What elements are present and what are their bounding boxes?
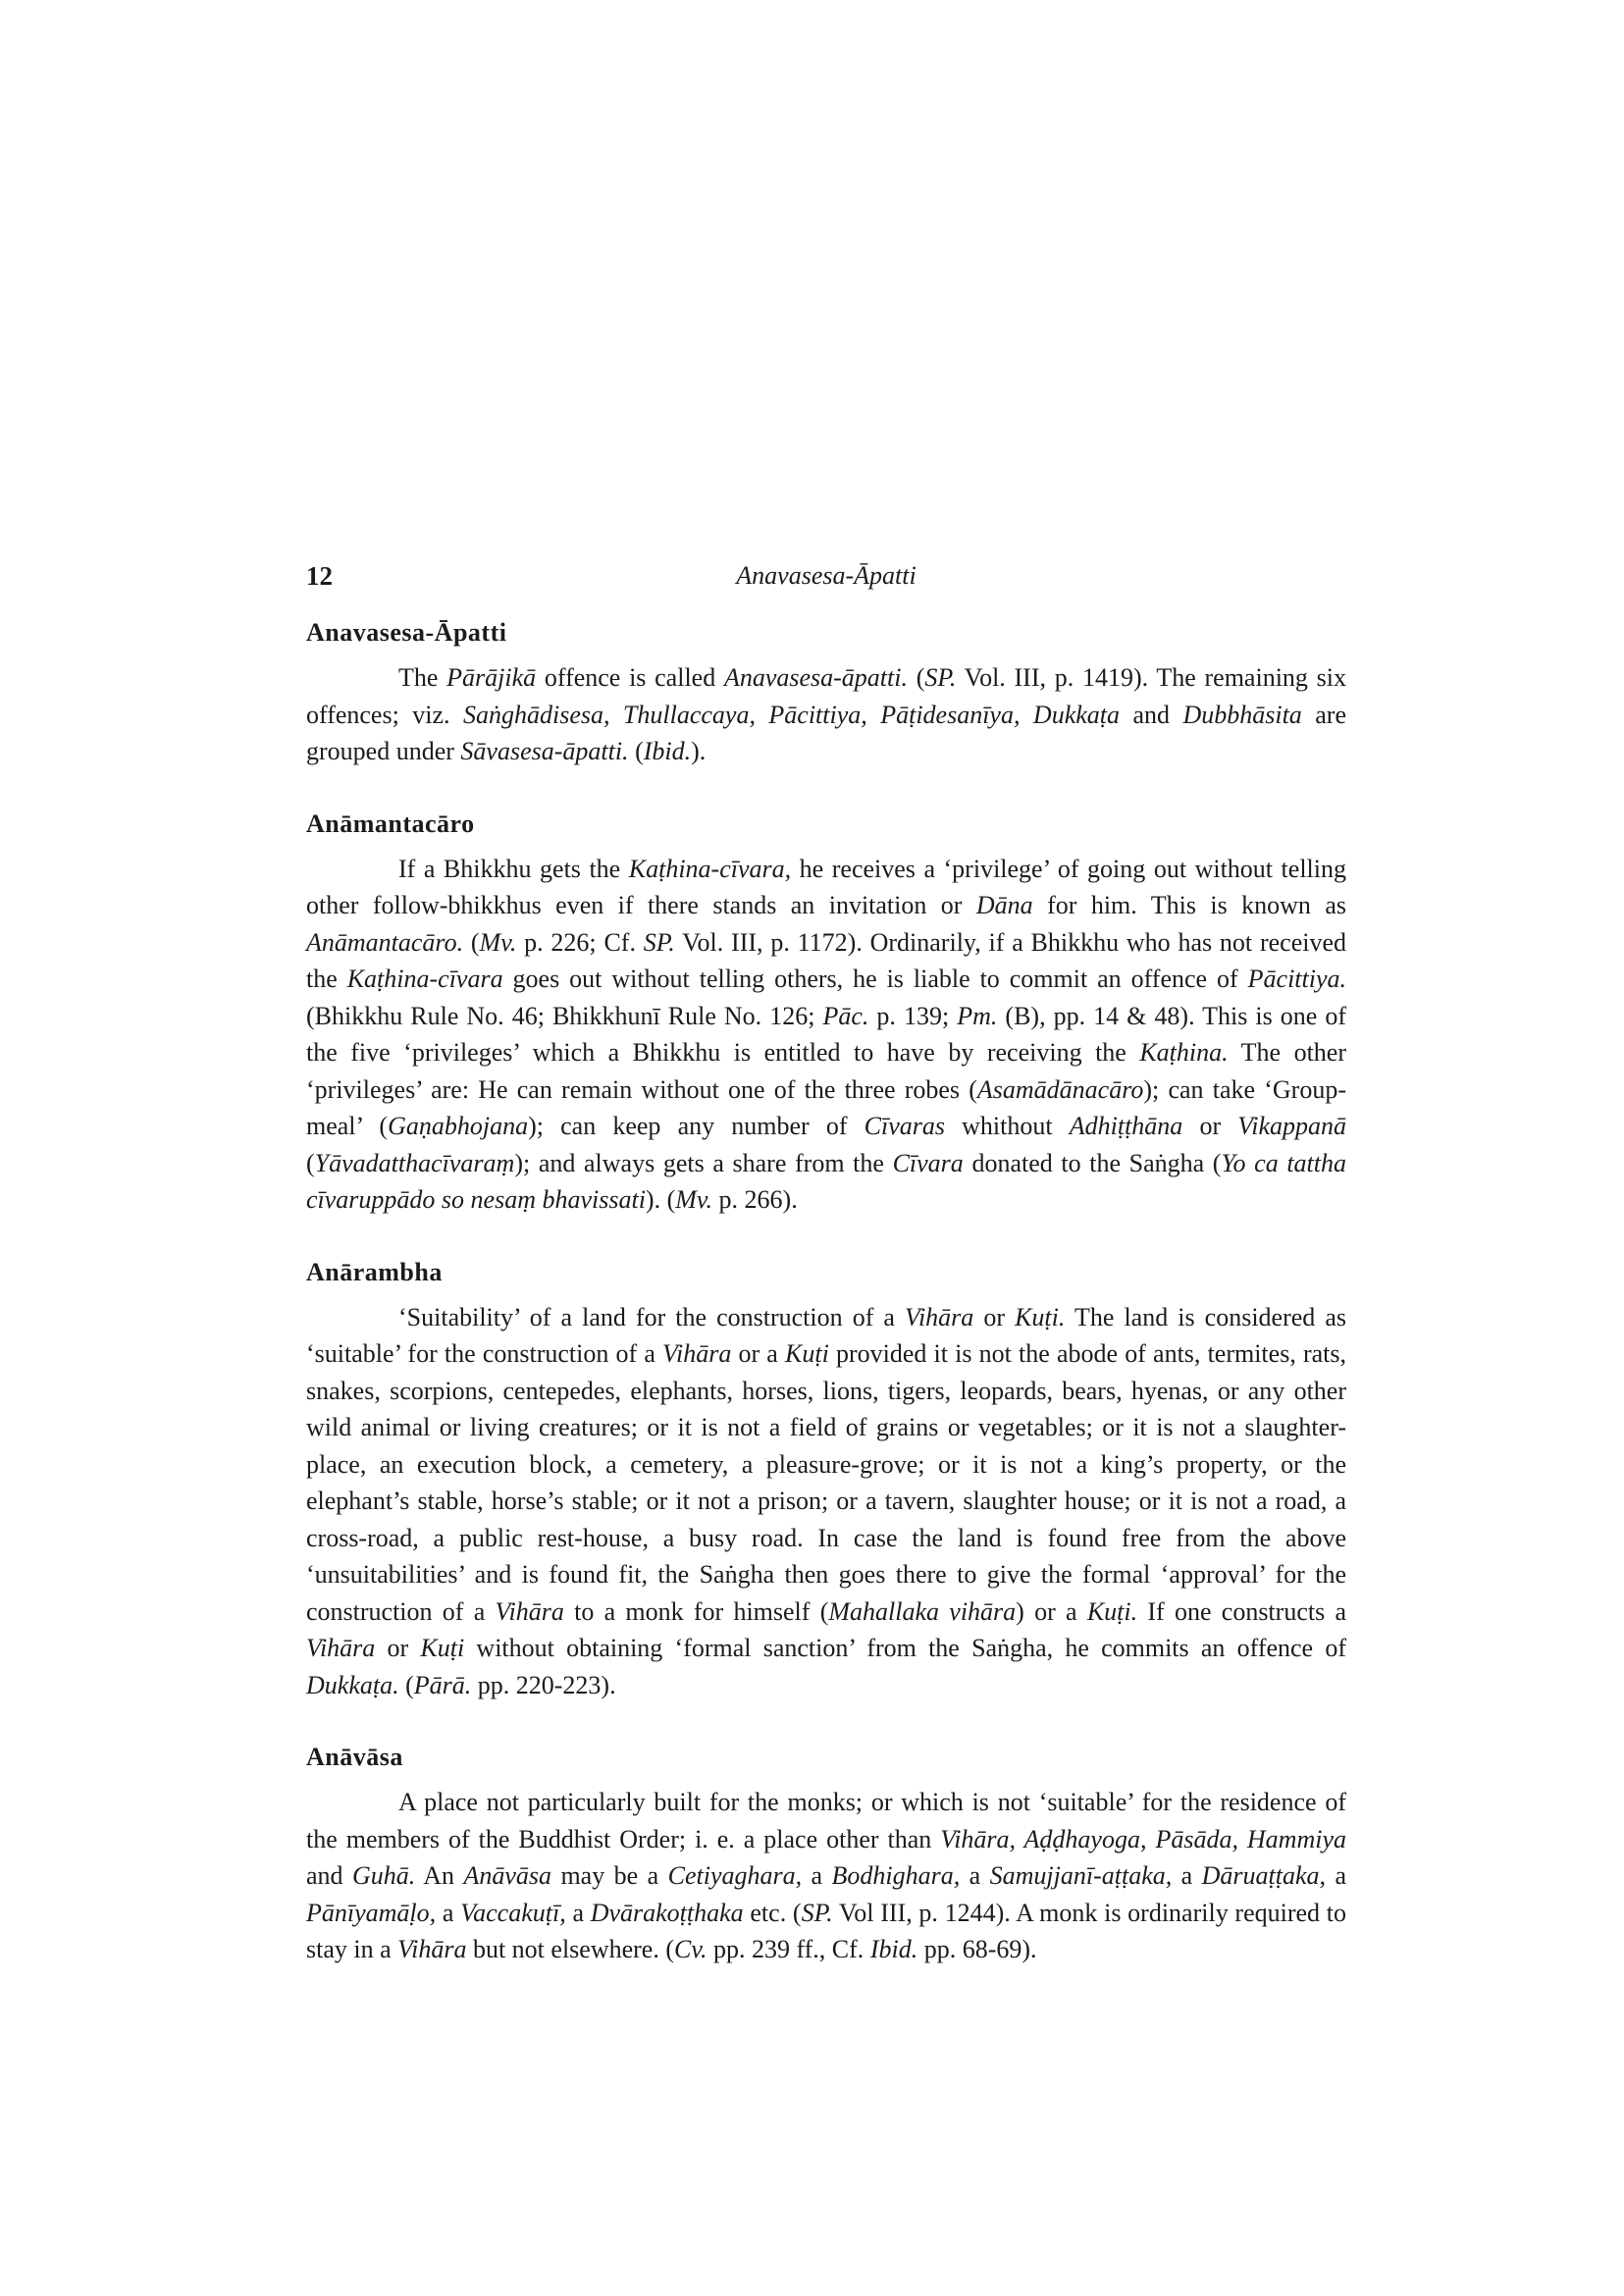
italic-term: Asamādānacāro [976, 1074, 1144, 1104]
italic-term: Pārā. [413, 1670, 472, 1699]
italic-term: Guhā. [351, 1861, 416, 1890]
italic-term: Vihāra, Aḍḍhayoga, Pāsāda, Hammiya [940, 1824, 1347, 1853]
italic-term: Cīvara [892, 1148, 964, 1177]
italic-term: Kuṭi. [1086, 1596, 1138, 1626]
italic-term: Kaṭhina-cīvara [346, 965, 503, 993]
italic-term: Cv. [674, 1935, 707, 1963]
italic-term: Anāmantacāro. [306, 927, 464, 957]
italic-term: Sāvasesa-āpatti. [460, 737, 629, 765]
entry-anamantacaro [306, 809, 1346, 1219]
italic-term: Dāruaṭṭaka, [1201, 1861, 1327, 1890]
italic-term: Vaccakuṭī, [460, 1898, 566, 1927]
italic-term: Samujjanī-aṭṭaka, [989, 1861, 1173, 1890]
italic-term: Pārājikā [446, 663, 537, 692]
italic-term: Kaṭhina. [1139, 1038, 1229, 1067]
italic-term: Yāvadatthacīvaraṃ [314, 1148, 515, 1177]
entry-heading: Anāvāsa [306, 1743, 403, 1771]
italic-term: Saṅghādisesa, Thullaccaya, Pācittiya, Pāṭidesanīya, Dukkaṭa [462, 700, 1121, 729]
italic-term: Vikappanā [1237, 1112, 1346, 1140]
italic-term: Adhiṭṭhāna [1069, 1112, 1183, 1140]
entry-body: A place not particularly built for the monks; or which is not ‘suitable’ for the residence of the members of the Buddhist Order; i. e. a place other than Vihāra, Aḍḍhayoga, Pāsāda, Hammiya and Guhā. An Anāvāsa may be a Cetiyaghara, a Bodhighara, a Samujjanī-aṭṭaka, a Dāruaṭṭaka, a Pānīyamāḷo, a Vaccakuṭī, a Dvārakoṭṭhaka etc. (SP. Vol III, p. 1244). A monk is ordinarily required to stay in a Vihāra but not elsewhere. (Cv. pp. 239 ff., Cf. Ibid. pp. 68-69). [306, 1788, 1347, 1963]
italic-term: Anavasesa-āpatti. [723, 663, 908, 692]
entry-anavasa [306, 1743, 1346, 1968]
entry-body: ‘Suitability’ of a land for the construction of a Vihāra or Kuṭi. The land is considered as ‘suitable’ for the construction of a Vihāra or a Kuṭi provided it is not the abode of ants, termites, rats, snakes, scorpions, centepedes, elephants, horses, lions, tigers, leopards, bears, hyenas, or any other wild animal or living creatures; or it is not a field of grains or vegetables; or it is not a slaughter-place, an execution block, a cemetery, a pleasure-grove; or it is not a king’s property, or the elephant’s stable, horse’s stable; or it not a prison; or a tavern, slaughter house; or it is not a road, a cross-road, a public rest-house, a busy road. In case the land is found free from the above ‘unsuitabilities’ and is found fit, the Saṅgha then goes there to give the formal ‘approval’ for the construction of a Vihāra to a monk for himself (Mahallaka vihāra) or a Kuṭi. If one constructs a Vihāra or Kuṭi without obtaining ‘formal sanction’ from the Saṅgha, he commits an offence of Dukkaṭa. (Pārā. pp. 220-223). [306, 1302, 1347, 1699]
italic-term: Cetiyaghara, [667, 1861, 803, 1890]
page-header [306, 561, 1346, 600]
italic-term: SP. [924, 663, 957, 692]
italic-term: Mahallaka vihāra [828, 1596, 1017, 1626]
italic-term: Pācittiya. [1247, 965, 1346, 993]
running-title: Anavasesa-Āpatti [736, 561, 917, 590]
italic-term: Pānīyamāḷo, [306, 1898, 437, 1927]
entry-anarambha [306, 1258, 1346, 1704]
entry-heading: Anāmantacāro [306, 809, 475, 838]
italic-term: Vihāra [397, 1935, 467, 1963]
italic-term: Pāc. [822, 1001, 869, 1030]
entry-heading: Anavasesa-Āpatti [306, 618, 507, 647]
italic-term: Bodhighara, [831, 1861, 961, 1890]
italic-term: Dāna [975, 891, 1033, 919]
italic-term: Vihāra [905, 1302, 974, 1331]
italic-term: Cīvaras [864, 1112, 945, 1140]
italic-term: Mv. [479, 927, 517, 957]
italic-term: Ibid. [643, 737, 692, 765]
italic-term: Kuṭi [420, 1634, 465, 1662]
italic-term: Vihāra [662, 1339, 732, 1368]
italic-term: Vihāra [306, 1634, 376, 1662]
entry-anavasesa-apatti [306, 618, 1346, 770]
italic-term: Pm. [957, 1001, 998, 1030]
italic-term: Mv. [675, 1185, 713, 1214]
italic-term: Kaṭhina-cīvara, [628, 854, 792, 883]
italic-term: Vihāra [495, 1596, 564, 1626]
italic-term: Kuṭi [785, 1339, 829, 1368]
italic-term: Dukkaṭa. [306, 1670, 399, 1699]
italic-term: Dvārakoṭṭhaka [590, 1898, 744, 1927]
page-number: 12 [306, 561, 333, 591]
entry-body: If a Bhikkhu gets the Kaṭhina-cīvara, he receives a ‘privilege’ of going out without telling other follow-bhikkhus even if there stands an invitation or Dāna for him. This is known as Anāmantacāro. (Mv. p. 226; Cf. SP. Vol. III, p. 1172). Ordinarily, if a Bhikkhu who has not received the Kaṭhina-cīvara goes out without telling others, he is liable to commit an offence of Pācittiya. (Bhikkhu Rule No. 46; Bhikkhunī Rule No. 126; Pāc. p. 139; Pm. (B), pp. 14 & 48). This is one of the five ‘privileges’ which a Bhikkhu is entitled to have by receiving the Kaṭhina. The other ‘privileges’ are: He can remain without one of the three robes (Asamādānacāro); can take ‘Group-meal’ (Gaṇabhojana); can keep any number of Cīvaras whithout Adhiṭṭhāna or Vikappanā (Yāvadatthacīvaraṃ); and always gets a share from the Cīvara donated to the Saṅgha (Yo ca tattha cīvaruppādo so nesaṃ bhavissati). (Mv. p. 266). [306, 854, 1346, 1214]
italic-term: Gaṇabhojana [388, 1112, 529, 1140]
italic-term: Anāvāsa [463, 1861, 552, 1890]
dictionary-content [306, 618, 1346, 2008]
italic-term: SP. [801, 1898, 833, 1927]
italic-term: Ibid. [869, 1935, 918, 1963]
italic-term: Kuṭi. [1015, 1302, 1066, 1331]
entry-body: The Pārājikā offence is called Anavasesa-āpatti. (SP. Vol. III, p. 1419). The remaining six offences; viz. Saṅghādisesa, Thullaccaya, Pācittiya, Pāṭidesanīya, Dukkaṭa and Dubbhāsita are grouped under Sāvasesa-āpatti. (Ibid.). [306, 663, 1347, 765]
italic-term: Dubbhāsita [1182, 700, 1302, 729]
italic-term: SP. [643, 927, 675, 957]
italic-term: Yo ca tattha cīvaruppādo so nesaṃ bhavissati [306, 1148, 1346, 1214]
entry-heading: Anārambha [306, 1257, 443, 1286]
